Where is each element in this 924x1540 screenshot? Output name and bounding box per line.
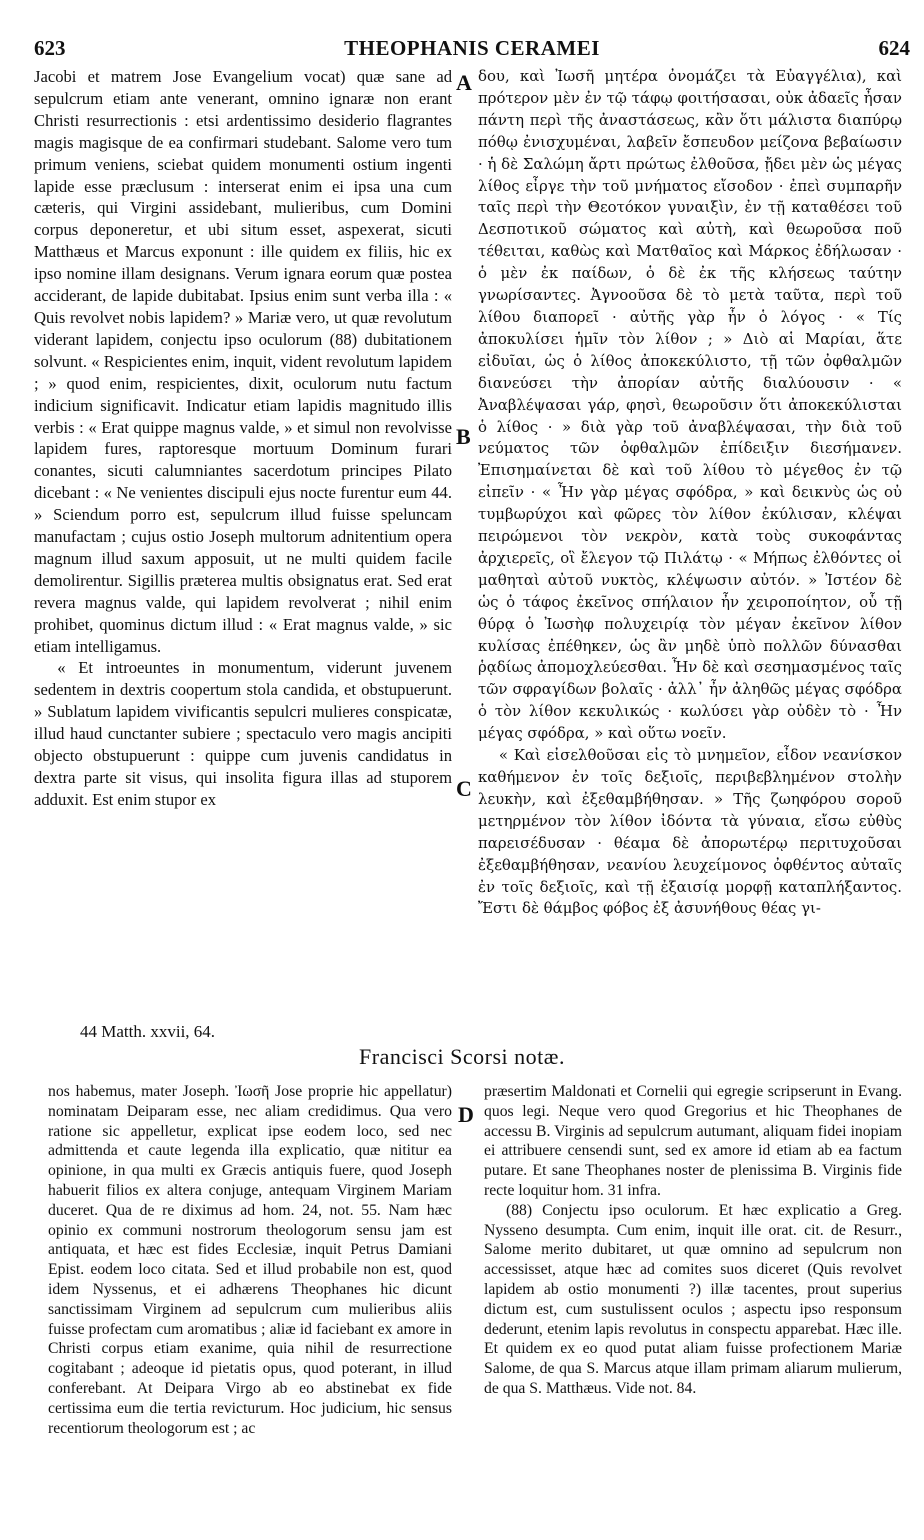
column-marker-a: A bbox=[456, 70, 472, 95]
latin-paragraph-2: « Et introeuntes in monumentum, viderunt juvenem sedentem in dextris coopertum stola candida, et obstupuerunt. » Sublatum lapidem vivificantis sepulcri mulieres conspicatæ, illud haud cunctanter subiere ; spectaculo vero magis ancipiti objecto obstupuerunt : quippe cum juvenis candidatus in dextra parte sit visus, qui insolita figura illas ad stuporem adduxit. Est enim stupor ex bbox=[34, 658, 452, 809]
page-header bbox=[34, 36, 910, 66]
greek-paragraph-2: « Καὶ εἰσελθοῦσαι εἰς τὸ μνημεῖον, εἶδον νεανίσκον καθήμενον ἐν τοῖς δεξιοῖς, περιβεβλημένον στολὴν λευκὴν, καὶ ἐξεθαμβήθησαν. » Τῆς ζωηφόρου σοροῦ μετηρμένον τὸν λίθον ἰδόντα τὰ γύναια, εἴσω εὐθὺς παρεισέδυσαν · θέαμα δὲ ἀπορωτέρῳ περιτυχοῦσαι ἐξεθαμβήθησαν, νεανίου λευχείμονος ὀφθέντος αὐταῖς ἐν τοῖς δεξιοῖς, καὶ τῇ ἐξαισίᾳ μορφῇ καταπλήξαντος. Ἔστι δὲ θάμβος φόβος ἐξ ἀσυνήθους θέας γι- bbox=[478, 746, 902, 918]
page-number-right: 624 bbox=[878, 36, 910, 60]
notes-right-paragraph-1: præsertim Maldonati et Cornelii qui egregie scripserunt in Evang. quos legi. Neque vero quod Gregorius et hic Theophanes de accessu B. Virginis ad sepulcrum autumant, aliquam fidei inopiam ei attribuere censendi sunt, sed ex amore id etiam ab ea factum putare. Et sane Theophanes noster de plenissima B. Virginis fide recte loquitur hom. 31 infra. bbox=[484, 1083, 902, 1199]
notes-left-paragraph: nos habemus, mater Joseph. Ἰωσῆ Jose proprie hic appellatur) nominatam Deiparam esse, nec aliam credidimus. Qua vero ratione sic appelletur, explicat ipse eodem loco, sed nec admittenda et caute legenda illa explicatio, quæ nititur ea opinione, in qua multi ex Græcis antiquis fuere, quod Joseph habuerit filios ex altera conjuge, antequam Virginem Mariam duceret. Qua de re diximus ad hom. 24, not. 55. Nam hæc opinio ex communi nostrorum theologorum sensu jam est antiquata, et hæc est fides Ecclesiæ, inquit Petrus Damiani Epist. eodem loco citata. Sed et illud probabile non est, quod idem Nyssenus, et ei adhærens Theophanes hic dicunt sanctissimam Virginem ad sepulcrum cum mulieribus aliis fuisse profectam cum aromatibus ; aliæ id faciebant ex amore in Christi corpus etiam exanime, quia nihil de resurrectione cogitabant ; adeoque id pietatis opus, quod poterant, in illud conferebant. At Deipara Virgo ab eo abstinebat ex fide certissima eum die tertia revicturum. Hoc judicium, hic sensus recentiorum theologorum est ; ac bbox=[48, 1083, 452, 1437]
latin-paragraph-1: Jacobi et matrem Jose Evangelium vocat) quæ sane ad sepulcrum etiam ante venerant, omnino ignaræ non erant Christi resurrectionis : etsi ardentissimo desiderio flagrantes magis magisque de ea confirmari studebant. Salome vero tum primum veniens, sciebat quidem monumenti ostium ingenti lapide esse præclusum : interserat enim ei ipsa una cum cæteris, qui Virgini assidebant, mulieribus, cum Domini corpus deponeretur, et ubi situm esset, aspexerat, sicuti Matthæus et Marcus exponunt : ille quidem ex filiis, hic ex ipso nomine illam designans. Verum ignara eorum quæ postea acciderant, de lapide dubitabat. Ipsius enim sunt verba illa : « Quis revolvet nobis lapidem? » Mariæ vero, ut quæ revolutum viderant lapidem, conjectu ipso oculorum (88) dubitationem solvunt. « Respicientes enim, inquit, vident revolutum lapidem ; » quod enim, respicientes, dixit, oculorum nutu factum indicium significavit. Indicatur etiam lapidis magnitudo illis verbis : « Erat quippe magnus valde, » et simul non revolvisse lapidem fures, raptoresque mortuum Dominum furari conantes, sicuti calumniantes sacerdotum principes Pilato dicebant : « Ne venientes discipuli ejus nocte furentur eum 44. » Sciendum porro est, sepulcrum illud fuisse speluncam manufactam ; cujus ostio Joseph multorum adnitentium opera magnum illud saxum apposuit, ut ne multi quidem facile demolirentur. Sigillis præterea multis obsignatus erat. Sed erat revera magnus valde, qui lapidem revolverat ; nihil enim prohibet, quominus dictum illud : « Erat magnus valde, » sic etiam intelligamus. bbox=[34, 67, 452, 656]
notes-title: Francisci Scorsi notæ. bbox=[359, 1044, 565, 1069]
column-marker-c: C bbox=[456, 776, 472, 801]
greek-paragraph-1: δου, καὶ Ἰωσῆ μητέρα ὀνομάζει τὰ Εὐαγγέλια), καὶ πρότερον μὲν ἐν τῷ τάφῳ φοιτήσασαι, οὐκ ἀδαεῖς ἦσαν πάντη περὶ τῆς ἀναστάσεως, κἂν ὅτι μάλιστα διαπύρῳ πόθῳ ἐνισχυμέναι, λαβεῖν ἔσπευδον μείζονα βεβαίωσιν · ἡ δὲ Σαλώμη ἄρτι πρώτως ἐλθοῦσα, ᾔδει μὲν ὡς μέγας λίθος εἶργε τὴν τοῦ μνήματος εἴσοδον · ἐπεὶ συμπαρῆν ταῖς περὶ τὴν Θεοτόκον γυναιξὶν, ἐν τῇ καταθέσει τοῦ Δεσποτικοῦ σώματος καὶ αὐτὴ, καὶ θεωροῦσα ποῦ τέθειται, καθὼς καὶ Ματθαῖος καὶ Μάρκος ἐδήλωσαν · ὁ μὲν ἐκ παίδων, ὁ δὲ ἐκ τῆς κλήσεως ταύτην γνωρίσαντες. Ἀγνοοῦσα δὲ τὸ μετὰ ταῦτα, περὶ τοῦ λίθου διαπορεῖ · αὐτῆς γὰρ ἦν ὁ λόγος · « Τίς ἀποκυλίσει ἡμῖν τὸν λίθον ; » Διὸ αἱ Μαρίαι, ἅτε εἰδυῖαι, ὡς ὁ λίθος ἀποκεκύλιστο, τῇ τῶν ὀφθαλμῶν διανεύσει τὴν ἀπορίαν αὐτῆς διαλύουσιν · « Ἀναβλέψασαι γάρ, φησὶ, θεωροῦσιν ὅτι ἀποκεκύλισται ὁ λίθος · » διὰ γὰρ τοῦ ἀναβλέψασαι, τὴν διὰ τοῦ νεύματος τῶν ὀφθαλμῶν ἐπίδειξιν διεσήμανεν. Ἐπισημαίνεται δὲ καὶ τοῦ λίθου τὸ μέγεθος ἐν τῷ εἰπεῖν · « Ἦν γὰρ μέγας σφόδρα, » καὶ δεικνὺς ὡς οὐ τυμβωρύχοι καὶ φῶρες τὸν λίθον ἐκύλισαν, κλέψαι πειρώμενοι τὸν νεκρὸν, κατὰ τοὺς συκοφάντας ἀρχιερεῖς, οἳ ἔλεγον τῷ Πιλάτῳ · « Μήπως ἐλθόντες οἱ μαθηταὶ αὐτοῦ νυκτὸς, κλέψωσιν αὐτόν. » Ἰστέον δὲ ὡς ὁ τάφος ἐκεῖνος σπήλαιον ἦν χειροποίητον, οὗ τῇ θύρᾳ ὁ Ἰωσὴφ πολυχειρίᾳ τὸν μέγαν ἐκεῖνον λίθον κυλίσας ἐπέθηκεν, ὡς ἂν μηδὲ ὑπὸ πολλῶν δύνασθαι ῥᾳδίως ἀπομοχλεύεσθαι. Ἦν δὲ καὶ σεσημασμένος ταῖς τῶν σφραγίδων βολαῖς · ἀλλ᾽ ἦν ἀληθῶς μέγας σφόδρα ὁ τὸν λίθον κεκυλικώς · κωλύσει γὰρ οὐδὲν τὸ · Ἦν μέγας σφόδρα, » καὶ οὕτω νοεῖν. bbox=[478, 67, 902, 743]
column-marker-b: B bbox=[456, 424, 471, 449]
notes-right-paragraph-2: (88) Conjectu ipso oculorum. Et hæc explicatio a Greg. Nysseno desumpta. Cum enim, inquit ille orat. cit. de Resurr., Salome merito dubitaret, ut quæ omnino ad sepulcrum non accessisset, atque hæc ad comites suos diceret (Quis revolvet lapidem ab ostio monumenti ?) illæ tacentes, prout superius dictum est, cum sustulissent oculos ; aspectu ipso responsum dederunt, etenim lapis revolutus in conspectu apparebat. Hæc ille. Et quidem ex eo quod putat aliam fuisse profectionem Mariæ Salome, de qua S. Marcus atque illam primam aliarum mulierum, de qua S. Matthæus. Vide not. 84. bbox=[484, 1201, 902, 1397]
running-title: THEOPHANIS CERAMEI bbox=[344, 36, 600, 60]
page-number-left: 623 bbox=[34, 36, 66, 60]
latin-column bbox=[34, 66, 452, 1026]
greek-column bbox=[478, 66, 902, 1026]
notes-left-column bbox=[48, 1082, 452, 1512]
column-marker-d: D bbox=[458, 1102, 474, 1127]
notes-right-column bbox=[484, 1082, 902, 1512]
footnote: 44 Matth. xxvii, 64. bbox=[80, 1022, 216, 1041]
